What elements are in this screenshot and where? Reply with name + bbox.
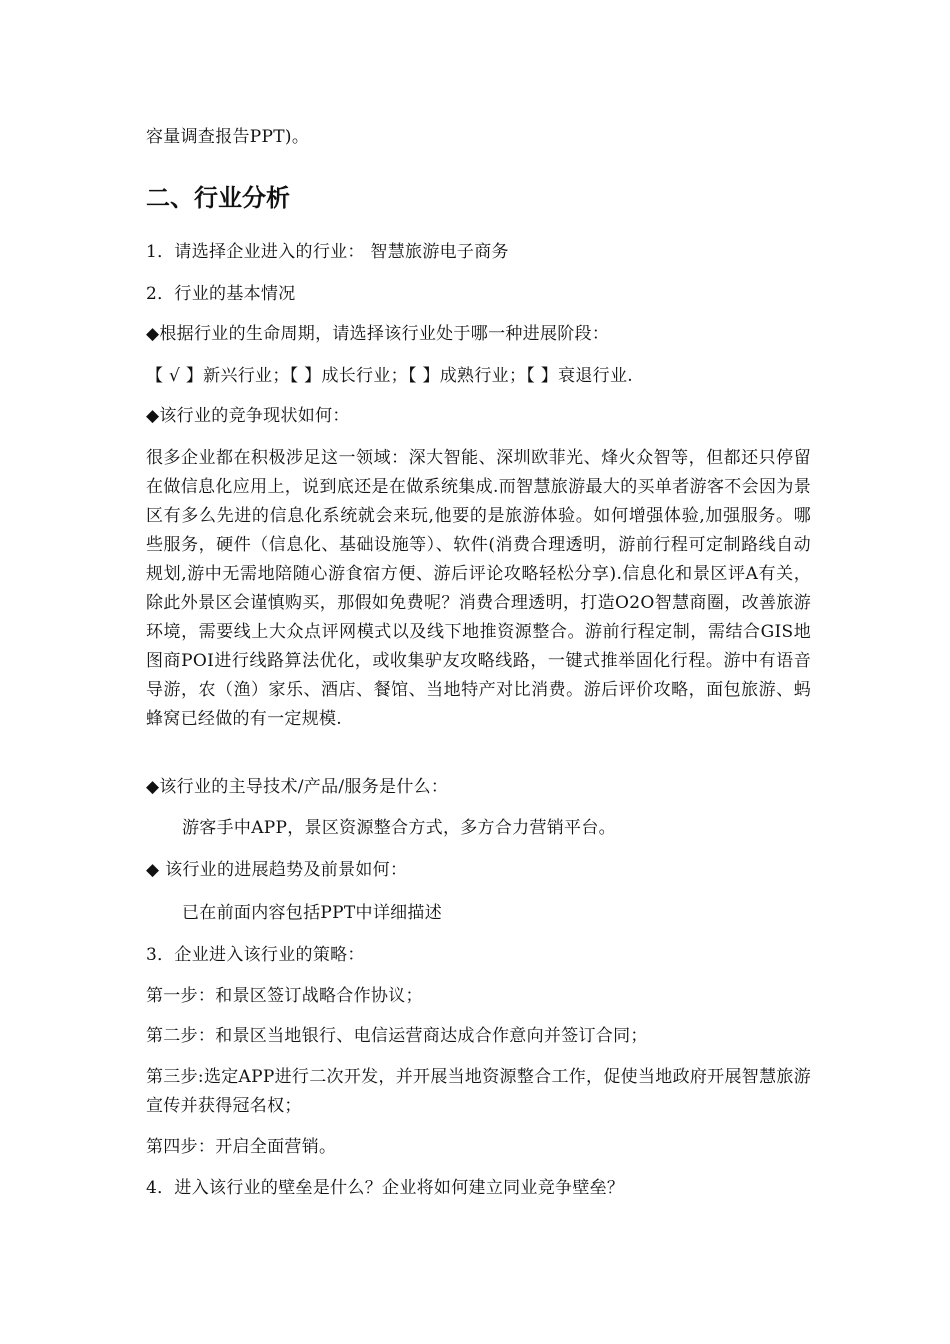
section-heading: 二、行业分析 bbox=[146, 184, 290, 212]
lifecycle-prompt: ◆根据行业的生命周期，请选择该行业处于哪一种进展阶段： bbox=[146, 324, 610, 344]
step-2: 第二步：和景区当地银行、电信运营商达成合作意向并签订合同； bbox=[146, 1026, 648, 1046]
trend-answer: 已在前面内容包括PPT中详细描述 bbox=[182, 903, 443, 923]
question-1: 1．请选择企业进入的行业： 智慧旅游电子商务 bbox=[146, 242, 509, 262]
step-1: 第一步：和景区签订战略合作协议； bbox=[146, 986, 423, 1006]
step-4: 第四步：开启全面营销。 bbox=[146, 1137, 337, 1157]
question-3: 3．企业进入该行业的策略： bbox=[146, 945, 365, 965]
trend-prompt: ◆ 该行业的进展趋势及前景如何： bbox=[146, 860, 408, 880]
question-4: 4．进入该行业的壁垒是什么？企业将如何建立同业竞争壁垒？ bbox=[146, 1178, 625, 1198]
question-2: 2．行业的基本情况 bbox=[146, 284, 296, 304]
step-3: 第三步:选定APP进行二次开发，并开展当地资源整合工作，促使当地政府开展智慧旅游宣传并获得冠名权； bbox=[146, 1067, 811, 1116]
tech-prompt: ◆该行业的主导技术/产品/服务是什么： bbox=[146, 777, 449, 797]
competition-prompt: ◆该行业的竞争现状如何： bbox=[146, 406, 350, 426]
competition-paragraph: 很多企业都在积极涉足这一领域：深大智能、深圳欧菲光、烽火众智等，但都还只停留在做信息化应用上，说到底还是在做系统集成.而智慧旅游最大的买单者游客不会因为景区有多么先进的信息化系统就会来玩,他要的是旅游体验。如何增强体验,加强服务。哪些服务，硬件（信息化、基础设施等）、软件(消费合理透明，游前行程可定制路线自动规划,游中无需地陪随心游食宿方便、游后评论攻略轻松分享).信息化和景区评A有关，除此外景区会谨慎购买，那假如免费呢？消费合理透明，打造O2O智慧商圈，改善旅游环境，需要线上大众点评网模式以及线下地推资源整合。游前行程定制，需结合GIS地图商POI进行线路算法优化，或收集驴友攻略线路，一键式推举固化行程。游中有语音导游，农（渔）家乐、酒店、餐馆、当地特产对比消费。游后评价攻略，面包旅游、蚂蜂窝已经做的有一定规模. bbox=[146, 448, 811, 729]
continued-line: 容量调查报告PPT)。 bbox=[146, 127, 310, 147]
tech-answer: 游客手中APP，景区资源整合方式，多方合力营销平台。 bbox=[182, 818, 616, 838]
lifecycle-options: 【 √ 】新兴行业；【 】成长行业；【 】成熟行业；【 】衰退行业. bbox=[146, 366, 633, 386]
